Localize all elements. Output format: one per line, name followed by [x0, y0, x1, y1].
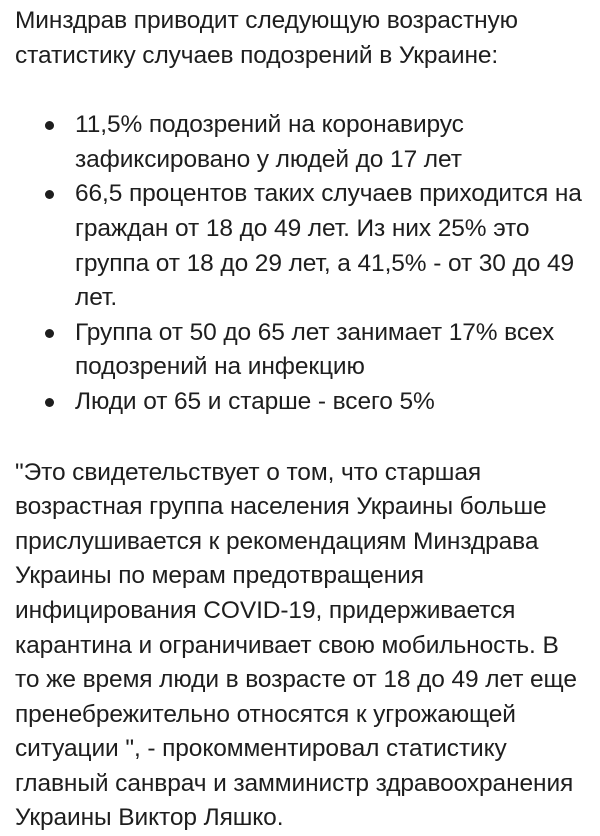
- bullet-icon: [45, 190, 54, 199]
- list-item-text: 66,5 процентов таких случаев приходится на граждан от 18 до 49 лет. Из них 25% это группа от 18 до 29 лет, а 41,5% - от 30 до 49 лет.: [75, 180, 582, 312]
- bullet-icon: [45, 121, 54, 130]
- bullet-icon: [45, 329, 54, 338]
- bullet-icon: [45, 398, 54, 407]
- article-body: [15, 4, 590, 836]
- list-item: [75, 177, 590, 315]
- list-item: [75, 385, 590, 420]
- list-item-text: Люди от 65 и старше - всего 5%: [75, 387, 435, 415]
- quote-paragraph: "Это свидетельствует о том, что старшая возрастная группа населения Украины больше прислушивается к рекомендациям Минздрава Украины по мерам предотвращения инфицирования COVID-19, придерживается карантина и ограничивает свою мобильность. В то же время люди в возрасте от 18 до 49 лет еще пренебрежительно относятся к угрожающей ситуации ", - прокомментировал статистику главный санврач и замминистр здравоохранения Украины Виктор Ляшко.: [15, 458, 577, 832]
- intro-paragraph: Минздрав приводит следующую возрастную статистику случаев подозрений в Украине:: [15, 7, 518, 69]
- list-item: [75, 316, 590, 385]
- list-item-text: Группа от 50 до 65 лет занимает 17% всех подозрений на инфекцию: [75, 318, 555, 381]
- age-statistics-list: [15, 108, 590, 419]
- list-item-text: 11,5% подозрений на коронавирус зафиксировано у людей до 17 лет: [75, 111, 464, 173]
- list-item: [75, 108, 590, 177]
